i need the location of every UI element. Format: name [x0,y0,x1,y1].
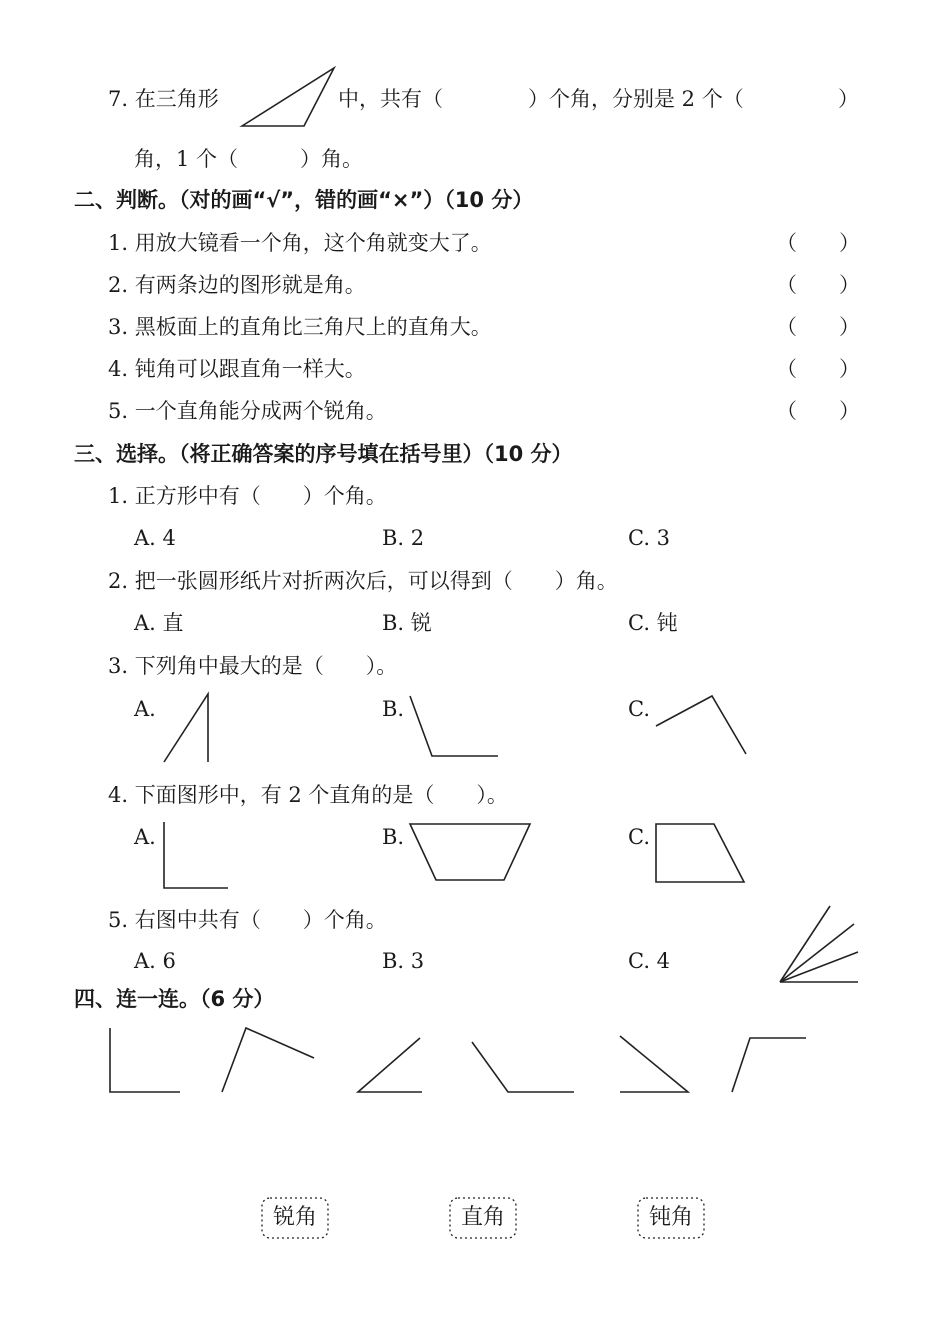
q7-text-c: ）个角，分别是 2 个（ [528,87,744,111]
label-acute-angle[interactable] [260,1196,330,1240]
judge-item-4: 4. 钝角可以跟直角一样大。 [108,357,366,381]
section2-heading: 二、判断。（对的画“√”，错的画“×”）（10 分） [74,188,534,212]
choice-q4-option-a[interactable]: A. [134,825,156,849]
choice-q5-option-a[interactable]: A. 6 [134,949,176,973]
label-acute-angle-text: 锐角 [272,1205,317,1230]
choice-q2-option-a[interactable]: A. 直 [134,611,184,635]
section4-heading: 四、连一连。（6 分） [74,987,275,1011]
match-angle-5-figure[interactable] [616,1032,696,1102]
q3-angle-c-figure [654,692,754,762]
choice-q5-option-b[interactable]: B. 3 [382,949,425,973]
judge-answer-5[interactable]: （ ） [776,399,860,423]
q7-triangle-figure [240,64,340,134]
judge-item-3: 3. 黑板面上的直角比三角尺上的直角大。 [108,315,492,339]
choice-q1-option-a[interactable]: A. 4 [134,526,176,550]
choice-q4-stem: 4. 下面图形中，有 2 个直角的是（ ）。 [108,783,508,807]
label-obtuse-angle-text: 钝角 [648,1205,693,1230]
choice-q3-option-b[interactable]: B. [382,697,405,721]
choice-q2-option-b[interactable]: B. 锐 [382,611,432,635]
label-right-angle-text: 直角 [460,1205,505,1230]
choice-q5-stem: 5. 右图中共有（ ）个角。 [108,908,387,932]
label-obtuse-angle[interactable] [636,1196,706,1240]
judge-answer-2[interactable]: （ ） [776,273,860,297]
choice-q3-stem: 3. 下列角中最大的是（ ）。 [108,654,398,678]
q3-angle-a-figure [160,690,220,770]
choice-q2-option-c[interactable]: C. 钝 [628,611,678,635]
q4-shape-a-figure [160,818,240,898]
q7-text-d: ） [838,87,859,111]
judge-answer-4[interactable]: （ ） [776,357,860,381]
choice-q2-stem: 2. 把一张圆形纸片对折两次后，可以得到（ ）角。 [108,569,618,593]
judge-item-1: 1. 用放大镜看一个角，这个角就变大了。 [108,231,492,255]
match-angle-4-figure[interactable] [468,1040,578,1110]
choice-q3-option-c[interactable]: C. [628,697,650,721]
q7-text-line2a: 角，1 个（ [134,147,239,171]
q5-rays-figure [776,902,866,992]
judge-item-2: 2. 有两条边的图形就是角。 [108,273,366,297]
match-angle-6-figure[interactable] [728,1034,808,1104]
choice-q3-option-a[interactable]: A. [134,697,156,721]
judge-answer-1[interactable]: （ ） [776,231,860,255]
label-right-angle[interactable] [448,1196,518,1240]
section3-heading: 三、选择。（将正确答案的序号填在括号里）（10 分） [74,442,573,466]
judge-answer-3[interactable]: （ ） [776,315,860,339]
q7-text-a: 7. 在三角形 [108,87,219,111]
choice-q4-option-c[interactable]: C. [628,825,650,849]
q3-angle-b-figure [406,692,506,762]
choice-q1-option-c[interactable]: C. 3 [628,526,671,550]
choice-q4-option-b[interactable]: B. [382,825,405,849]
q7-text-b: 中，共有（ [338,87,443,111]
choice-q5-option-c[interactable]: C. 4 [628,949,671,973]
match-angle-3-figure[interactable] [354,1036,434,1106]
match-angle-1-figure[interactable] [106,1026,186,1096]
q4-trapezoid-c-figure [654,818,754,888]
choice-q1-stem: 1. 正方形中有（ ）个角。 [108,484,387,508]
choice-q1-option-b[interactable]: B. 2 [382,526,425,550]
match-angle-2-figure[interactable] [218,1026,318,1096]
q4-trapezoid-b-figure [406,818,536,888]
judge-item-5: 5. 一个直角能分成两个锐角。 [108,399,387,423]
q7-text-line2b: ）角。 [300,147,363,171]
